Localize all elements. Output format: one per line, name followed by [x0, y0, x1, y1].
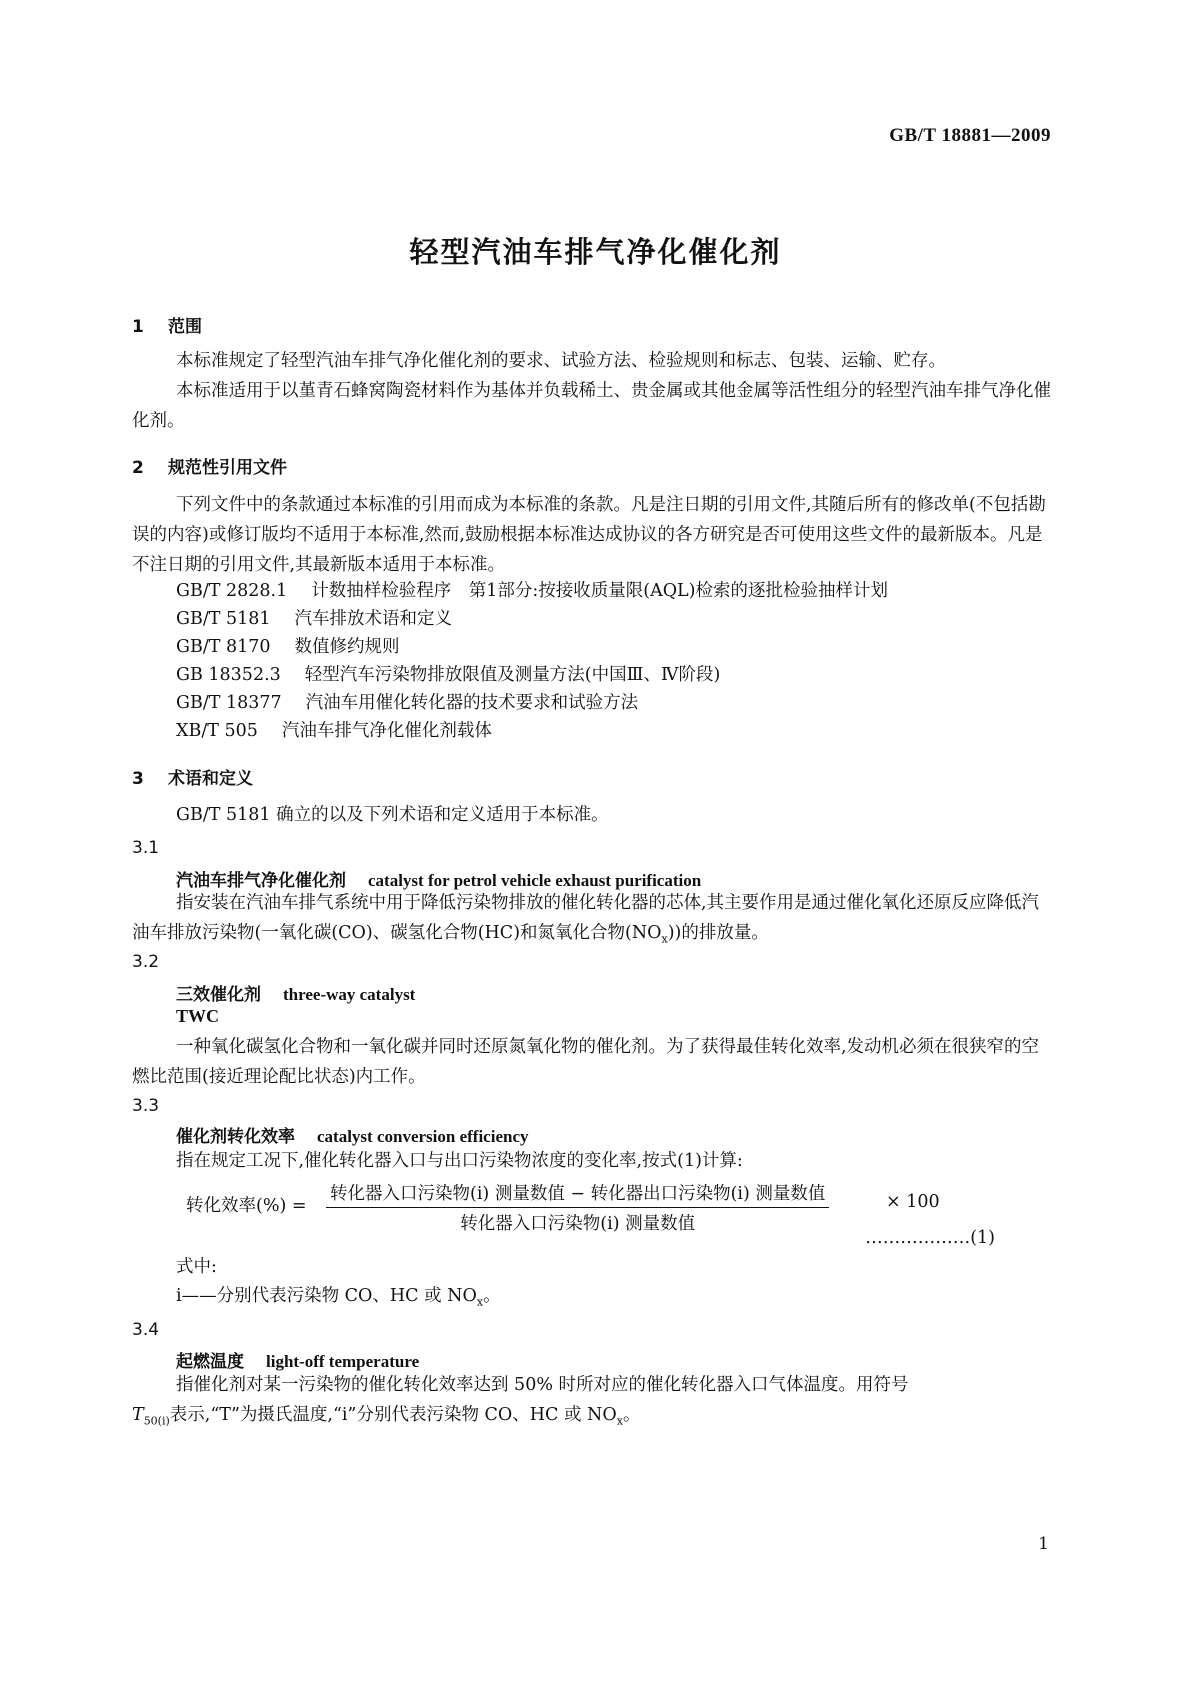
reference-title: 数值修约规则	[294, 637, 400, 657]
section-1-heading	[132, 312, 202, 337]
term-zh: 汽油车排气净化催化剂	[176, 871, 346, 891]
section-number: 3	[132, 769, 144, 789]
section-title: 范围	[168, 317, 202, 337]
definition-text-end: 。	[622, 1405, 641, 1425]
term-3-2-title	[176, 980, 415, 1005]
formula-number: ………………(1)	[865, 1228, 995, 1248]
where-label: 式中:	[176, 1257, 217, 1277]
term-3-4-definition-line-2	[132, 1400, 640, 1437]
term-number: 3.1	[132, 838, 160, 858]
document-title: 轻型汽油车排气净化催化剂	[409, 235, 782, 269]
section-1-paragraph-1: 本标准规定了轻型汽油车排气净化催化剂的要求、试验方法、检验规则和标志、包装、运输、贮存。	[176, 351, 946, 371]
section-1-paragraph-2: 本标准适用于以堇青石蜂窝陶瓷材料作为基体并负载稀土、贵金属或其他金属等活性组分的轻型汽油车排气净化催化剂。	[132, 381, 1051, 431]
where-item	[176, 1281, 501, 1318]
term-en: light-off temperature	[266, 1352, 420, 1371]
term-3-3-title	[176, 1122, 529, 1147]
reference-item	[176, 632, 400, 662]
subscript: x	[661, 932, 668, 946]
section-3-heading	[132, 764, 253, 789]
term-3-3-definition: 指在规定工况下,催化转化器入口与出口污染物浓度的变化率,按式(1)计算:	[176, 1151, 743, 1171]
section-title: 规范性引用文件	[168, 458, 287, 478]
reference-code: GB/T 18377	[176, 693, 282, 713]
formula-lhs: 转化效率(%) =	[186, 1196, 307, 1216]
reference-item	[176, 660, 720, 690]
section-number: 1	[132, 317, 144, 337]
term-en: three-way catalyst	[283, 985, 416, 1004]
section-2-heading	[132, 453, 287, 478]
term-number: 3.3	[132, 1096, 160, 1116]
term-zh: 三效催化剂	[176, 985, 261, 1005]
term-zh: 起燃温度	[176, 1352, 244, 1372]
reference-title: 计数抽样检验程序 第1部分:按接收质量限(AQL)检索的逐批检验抽样计划	[311, 581, 889, 601]
reference-item	[176, 688, 638, 718]
section-2-paragraph: 下列文件中的条款通过本标准的引用而成为本标准的条款。凡是注日期的引用文件,其随后所有的修改单(不包括勘误的内容)或修订版均不适用于本标准,然而,鼓励根据本标准达成协议的各方研究是否可使用这些文件的最新版本。凡是不注日期的引用文件,其最新版本适用于本标准。	[132, 495, 1046, 575]
where-text-end: 。	[483, 1286, 501, 1306]
reference-code: GB/T 5181	[176, 609, 271, 629]
term-en: catalyst conversion efficiency	[317, 1127, 529, 1146]
reference-code: XB/T 505	[176, 721, 258, 741]
section-number: 2	[132, 458, 144, 478]
document-code: GB/T 18881—2009	[889, 125, 1051, 146]
formula-denominator: 转化器入口污染物(i) 测量数值	[460, 1214, 696, 1234]
reference-title: 汽油车排气净化催化剂载体	[281, 721, 492, 741]
section-3-intro: GB/T 5181 确立的以及下列术语和定义适用于本标准。	[176, 805, 609, 825]
page-number: 1	[1038, 1534, 1049, 1554]
definition-text: 指安装在汽油车排气系统中用于降低污染物排放的催化转化器的芯体,其主要作用是通过催化氧化还原反应降低汽油车排放污染物(一氧化碳(CO)、碳氢化合物(HC)和氮氧化合物(NO	[132, 893, 1040, 943]
section-title: 术语和定义	[168, 769, 253, 789]
subscript: 50(i)	[143, 1414, 170, 1428]
term-3-2-definition: 一种氧化碳氢化合物和一氧化碳并同时还原氮氧化物的催化剂。为了获得最佳转化效率,发动机必须在很狭窄的空燃比范围(接近理论配比状态)内工作。	[132, 1037, 1040, 1087]
term-en: catalyst for petrol vehicle exhaust purification	[368, 871, 702, 890]
reference-title: 汽车排放术语和定义	[294, 609, 453, 629]
definition-text-end: ))的排放量。	[667, 923, 769, 943]
formula-multiplier: × 100	[886, 1192, 940, 1212]
term-zh: 催化剂转化效率	[176, 1127, 295, 1147]
reference-item	[176, 576, 888, 606]
reference-title: 汽油车用催化转化器的技术要求和试验方法	[305, 693, 639, 713]
subscript: x	[476, 1295, 484, 1309]
reference-item	[176, 604, 452, 634]
subscript: x	[616, 1414, 623, 1428]
term-3-4-title	[176, 1347, 419, 1372]
term-number: 3.2	[132, 952, 160, 972]
where-text: i——分别代表污染物 CO、HC 或 NO	[176, 1286, 477, 1306]
term-number: 3.4	[132, 1320, 160, 1340]
reference-code: GB 18352.3	[176, 665, 281, 685]
symbol: T	[132, 1405, 144, 1425]
reference-code: GB/T 8170	[176, 637, 271, 657]
term-abbreviation: TWC	[176, 1006, 220, 1026]
reference-title: 轻型汽车污染物排放限值及测量方法(中国Ⅲ、Ⅳ阶段)	[304, 665, 721, 685]
term-3-4-definition-line-1: 指催化剂对某一污染物的催化转化效率达到 50% 时所对应的催化转化器入口气体温度。用符号	[176, 1375, 909, 1395]
formula-numerator: 转化器入口污染物(i) 测量数值 − 转化器出口污染物(i) 测量数值	[326, 1180, 829, 1208]
reference-code: GB/T 2828.1	[176, 581, 288, 601]
definition-text: 表示,“T”为摄氏温度,“i”分别代表污染物 CO、HC 或 NO	[169, 1405, 617, 1425]
term-3-1-definition	[132, 888, 1053, 955]
formula-fraction	[326, 1180, 829, 1235]
reference-item	[176, 716, 492, 746]
